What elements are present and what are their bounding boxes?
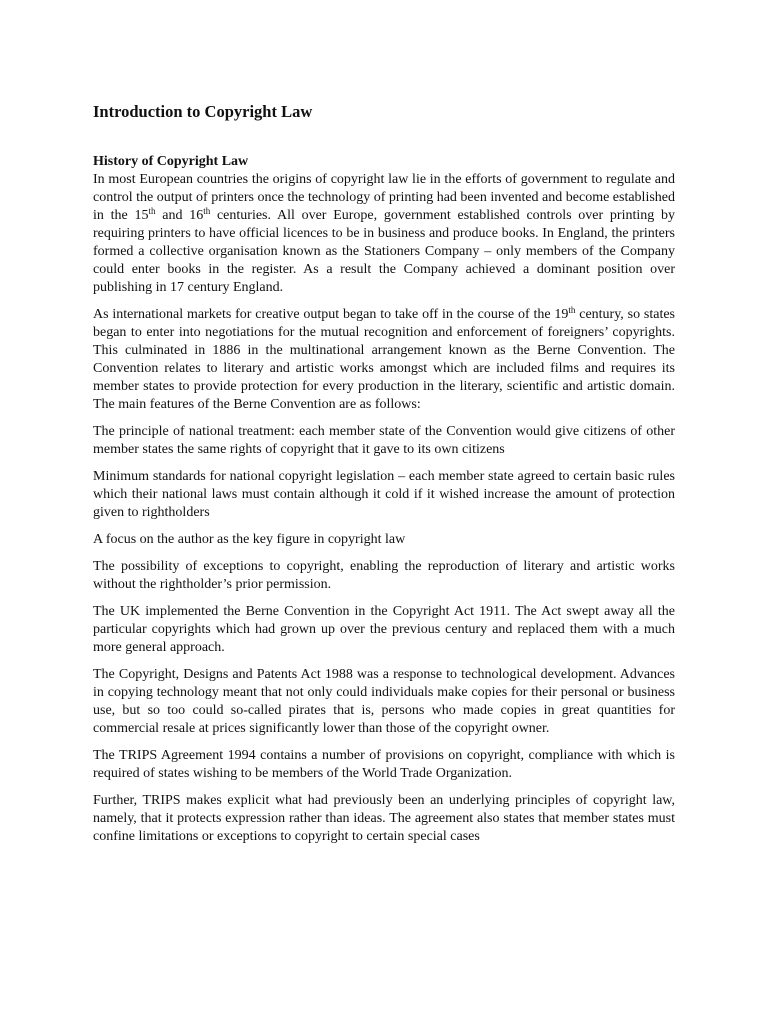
paragraph-trips-1994: The TRIPS Agreement 1994 contains a number of provisions on copyright, compliance with which is required of states wishing to be members of the World Trade Organization. <box>93 748 675 781</box>
superscript: th <box>203 206 211 216</box>
paragraph-text: In most European countries the origins of copyright law lie in the efforts of government to regulate and control the output of printers once the technology of printing had been invented and become established in the 15 <box>93 172 675 223</box>
superscript: th <box>148 206 156 216</box>
paragraph-author-focus: A focus on the author as the key figure in copyright law <box>93 532 406 547</box>
paragraph-minimum-standards: Minimum standards for national copyright legislation – each member state agreed to certain basic rules which their national laws must contain although it cold if it wished increase the amount of protection given to rightholders <box>93 469 675 520</box>
document-page <box>93 102 675 855</box>
paragraph-text: and 16 <box>155 208 204 223</box>
paragraph-text: centuries. All over Europe, government established controls over printing by requiring printers to have official licences to be in business and produce books. In England, the printers formed a collective organisation known as the Stationers Company – only members of the Company could enter books in the register. As a result the Company achieved a dominant position over publishing in 17 century England. <box>93 208 675 295</box>
paragraph-exceptions: The possibility of exceptions to copyright, enabling the reproduction of literary and artistic works without the rightholder’s prior permission. <box>93 559 675 592</box>
paragraph-origins <box>93 171 675 297</box>
superscript: th <box>568 305 576 315</box>
paragraph-international-markets <box>93 306 675 414</box>
document-title: Introduction to Copyright Law <box>93 102 313 121</box>
paragraph-national-treatment: The principle of national treatment: each member state of the Convention would give citizens of other member states the same rights of copyright that it gave to its own citizens <box>93 424 675 457</box>
paragraph-text: As international markets for creative output began to take off in the course of the 19 <box>93 307 569 322</box>
section-heading: History of Copyright Law <box>93 154 249 169</box>
paragraph-uk-implementation: The UK implemented the Berne Convention in the Copyright Act 1911. The Act swept away all the particular copyrights which had grown up over the previous century and replaced them with a much more general approach. <box>93 604 675 655</box>
paragraph-trips-expression: Further, TRIPS makes explicit what had previously been an underlying principles of copyright law, namely, that it protects expression rather than ideas. The agreement also states that member states must confine limitations or exceptions to copyright to certain special cases <box>93 793 675 844</box>
paragraph-text: century, so states began to enter into negotiations for the mutual recognition and enforcement of foreigners’ copyrights. This culminated in 1886 in the multinational arrangement known as the Berne Convention. The Convention relates to literary and artistic works amongst which are included films and requires its member states to provide protection for every production in the literary, scientific and artistic domain. The main features of the Berne Convention are as follows: <box>93 307 675 412</box>
paragraph-cdpa-1988: The Copyright, Designs and Patents Act 1988 was a response to technological development. Advances in copying technology meant that not only could individuals make copies for their personal or business use, but so too could so-called pirates that is, persons who made copies in great quantities for commercial resale at prices significantly lower than those of the copyright owner. <box>93 667 675 736</box>
